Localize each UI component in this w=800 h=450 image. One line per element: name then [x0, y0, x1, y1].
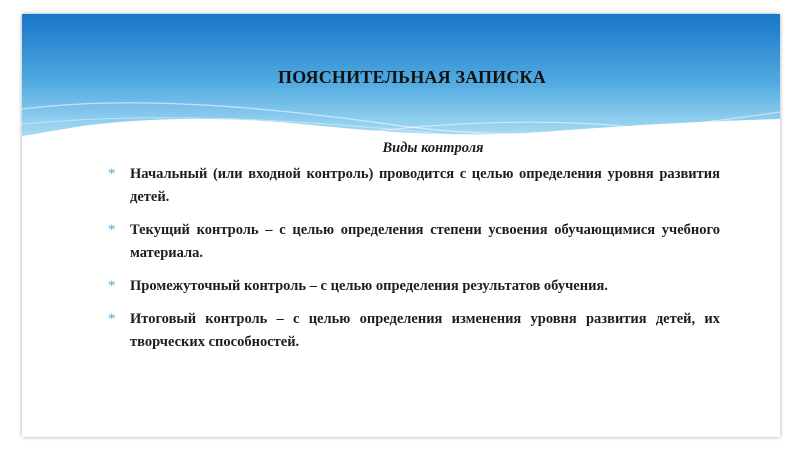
- bullet-text: Итоговый контроль – с целью определения изменения уровня развития детей, их творческих способностей.: [130, 311, 720, 350]
- bullet-list: [108, 163, 720, 354]
- slide-subtitle: Виды контроля: [382, 140, 484, 156]
- asterisk-icon: *: [108, 166, 116, 182]
- bullet-text: Промежуточный контроль – с целью определения результатов обучения.: [130, 278, 608, 294]
- bullet-item: [108, 275, 720, 298]
- bullet-item: [108, 308, 720, 354]
- bullet-item: [108, 219, 720, 265]
- slide-content: [108, 140, 720, 364]
- slide-title: ПОЯСНИТЕЛЬНАЯ ЗАПИСКА: [278, 67, 546, 87]
- bullet-item: [108, 163, 720, 209]
- bullet-text: Начальный (или входной контроль) проводится с целью определения уровня развития детей.: [130, 166, 720, 205]
- asterisk-icon: *: [108, 222, 116, 238]
- asterisk-icon: *: [108, 278, 116, 294]
- asterisk-icon: *: [108, 311, 116, 327]
- bullet-text: Текущий контроль – с целью определения степени усвоения обучающимися учебного материала.: [130, 222, 720, 261]
